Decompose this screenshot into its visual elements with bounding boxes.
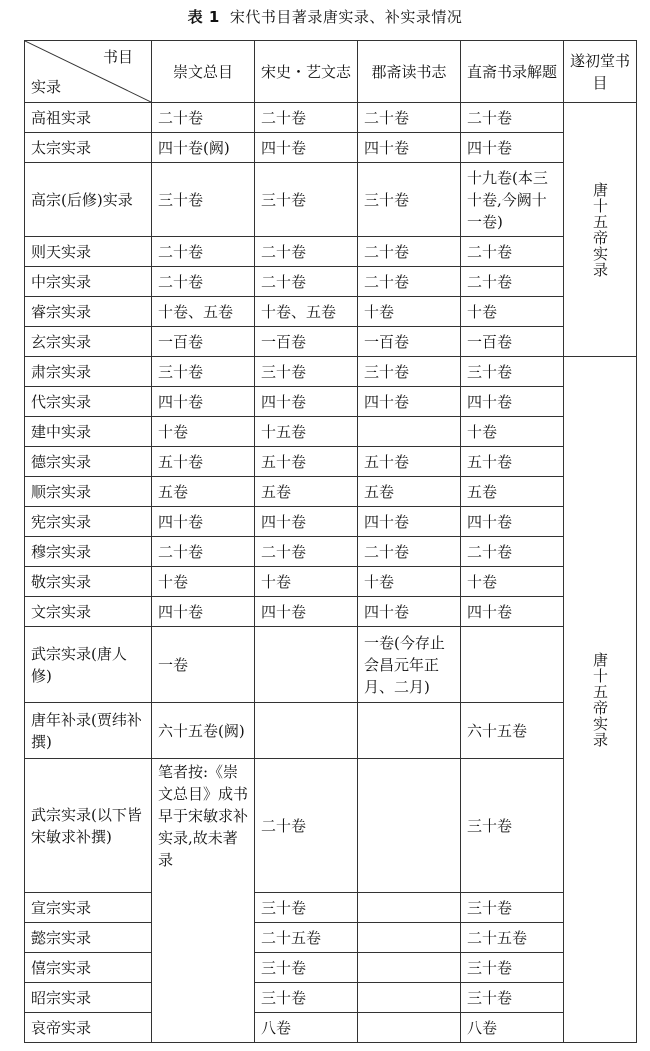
- cell-junzhai: 二十卷: [358, 237, 461, 267]
- cell-junzhai: [358, 1013, 461, 1043]
- cell-junzhai: 四十卷: [358, 133, 461, 163]
- cell-zhizhai: 四十卷: [461, 133, 564, 163]
- table-row: [25, 477, 637, 507]
- cell-chongwen: 五十卷: [152, 447, 255, 477]
- cell-zhizhai: 一百卷: [461, 327, 564, 357]
- cell-junzhai: [358, 923, 461, 953]
- cell-zhizhai: 四十卷: [461, 507, 564, 537]
- cell-zhizhai: 二十卷: [461, 237, 564, 267]
- cell-junzhai: 二十卷: [358, 537, 461, 567]
- cell-junzhai: 一百卷: [358, 327, 461, 357]
- cell-zhizhai: 十卷: [461, 297, 564, 327]
- cell-chongwen: 三十卷: [152, 357, 255, 387]
- table-row: [25, 297, 637, 327]
- cell-chongwen: 四十卷(阙): [152, 133, 255, 163]
- table-row: [25, 327, 637, 357]
- table-row: [25, 893, 637, 923]
- table-row: [25, 953, 637, 983]
- group-cell-second: [564, 357, 637, 1043]
- header-row: [25, 41, 637, 103]
- cell-chongwen: 十卷、五卷: [152, 297, 255, 327]
- table-row: [25, 507, 637, 537]
- table-caption: [0, 6, 650, 27]
- table-row: [25, 597, 637, 627]
- record-name: 昭宗实录: [25, 983, 152, 1013]
- cell-zhizhai: 四十卷: [461, 597, 564, 627]
- cell-junzhai: [358, 983, 461, 1013]
- cell-songshi: 三十卷: [255, 953, 358, 983]
- table-row: [25, 759, 637, 893]
- table-row: [25, 163, 637, 237]
- cell-junzhai: 四十卷: [358, 387, 461, 417]
- record-name: 宣宗实录: [25, 893, 152, 923]
- group-label: 唐十五帝实录: [591, 651, 609, 748]
- cell-songshi: 三十卷: [255, 357, 358, 387]
- cell-songshi: 二十卷: [255, 103, 358, 133]
- cell-junzhai: [358, 703, 461, 759]
- cell-junzhai: 四十卷: [358, 597, 461, 627]
- table-row: [25, 1013, 637, 1043]
- record-name: 中宗实录: [25, 267, 152, 297]
- table-row: [25, 567, 637, 597]
- record-name: 宪宗实录: [25, 507, 152, 537]
- cell-songshi: 十卷、五卷: [255, 297, 358, 327]
- table-row: [25, 387, 637, 417]
- cell-junzhai: 五卷: [358, 477, 461, 507]
- cell-songshi: 十卷: [255, 567, 358, 597]
- cell-songshi: 十五卷: [255, 417, 358, 447]
- cell-zhizhai: 三十卷: [461, 953, 564, 983]
- cell-songshi: 四十卷: [255, 133, 358, 163]
- table-row: [25, 627, 637, 703]
- note-cell: 笔者按:《崇文总目》成书早于宋敏求补实录,故未著录: [152, 759, 255, 1043]
- cell-songshi: 二十卷: [255, 759, 358, 893]
- record-name: 德宗实录: [25, 447, 152, 477]
- cell-zhizhai: 十卷: [461, 417, 564, 447]
- cell-junzhai: 三十卷: [358, 357, 461, 387]
- record-name: 肃宗实录: [25, 357, 152, 387]
- table-row: [25, 267, 637, 297]
- table-number: 表 1: [187, 8, 220, 26]
- record-name: 僖宗实录: [25, 953, 152, 983]
- cell-songshi: 四十卷: [255, 597, 358, 627]
- record-name: 太宗实录: [25, 133, 152, 163]
- cell-junzhai: 十卷: [358, 297, 461, 327]
- cell-songshi: 三十卷: [255, 893, 358, 923]
- cell-zhizhai: 三十卷: [461, 893, 564, 923]
- cell-chongwen: 四十卷: [152, 387, 255, 417]
- table-row: [25, 923, 637, 953]
- cell-songshi: 三十卷: [255, 983, 358, 1013]
- col-header-songshi: 宋史・艺文志: [255, 41, 358, 103]
- cell-chongwen: 六十五卷(阙): [152, 703, 255, 759]
- cell-songshi: [255, 703, 358, 759]
- cell-chongwen: 二十卷: [152, 267, 255, 297]
- record-name: 睿宗实录: [25, 297, 152, 327]
- cell-songshi: 一百卷: [255, 327, 358, 357]
- cell-zhizhai: 三十卷: [461, 983, 564, 1013]
- table-row: [25, 103, 637, 133]
- record-name: 武宗实录(以下皆宋敏求补撰): [25, 759, 152, 893]
- cell-chongwen: 四十卷: [152, 597, 255, 627]
- cell-chongwen: 二十卷: [152, 537, 255, 567]
- table-row: [25, 703, 637, 759]
- cell-chongwen: 十卷: [152, 417, 255, 447]
- record-name: 则天实录: [25, 237, 152, 267]
- cell-zhizhai: 三十卷: [461, 357, 564, 387]
- cell-junzhai: 三十卷: [358, 163, 461, 237]
- cell-songshi: 四十卷: [255, 507, 358, 537]
- cell-zhizhai: 二十卷: [461, 267, 564, 297]
- record-name: 唐年补录(贾纬补撰): [25, 703, 152, 759]
- cell-songshi: [255, 627, 358, 703]
- record-name: 顺宗实录: [25, 477, 152, 507]
- col-header-chongwen: 崇文总目: [152, 41, 255, 103]
- cell-chongwen: 四十卷: [152, 507, 255, 537]
- cell-songshi: 三十卷: [255, 163, 358, 237]
- record-name: 敬宗实录: [25, 567, 152, 597]
- cell-junzhai: [358, 893, 461, 923]
- record-name: 穆宗实录: [25, 537, 152, 567]
- record-name: 代宗实录: [25, 387, 152, 417]
- cell-junzhai: 二十卷: [358, 103, 461, 133]
- cell-chongwen: 二十卷: [152, 103, 255, 133]
- corner-cell: [25, 41, 152, 103]
- corner-label-records: 实录: [31, 78, 62, 96]
- cell-junzhai: 十卷: [358, 567, 461, 597]
- cell-songshi: 二十五卷: [255, 923, 358, 953]
- col-header-zhizhai: 直斋书录解题: [461, 41, 564, 103]
- table-row: [25, 357, 637, 387]
- cell-zhizhai: 五卷: [461, 477, 564, 507]
- cell-chongwen: 十卷: [152, 567, 255, 597]
- cell-songshi: 二十卷: [255, 237, 358, 267]
- cell-chongwen: 五卷: [152, 477, 255, 507]
- cell-junzhai: 四十卷: [358, 507, 461, 537]
- cell-songshi: 八卷: [255, 1013, 358, 1043]
- cell-chongwen: 一百卷: [152, 327, 255, 357]
- cell-zhizhai: [461, 627, 564, 703]
- record-name: 武宗实录(唐人修): [25, 627, 152, 703]
- record-name: 文宗实录: [25, 597, 152, 627]
- cell-zhizhai: 十卷: [461, 567, 564, 597]
- table-title: 宋代书目著录唐实录、补实录情况: [229, 8, 463, 26]
- cell-zhizhai: 二十卷: [461, 103, 564, 133]
- cell-songshi: 五卷: [255, 477, 358, 507]
- cell-zhizhai: 三十卷: [461, 759, 564, 893]
- cell-junzhai: [358, 953, 461, 983]
- record-name: 懿宗实录: [25, 923, 152, 953]
- record-name: 高祖实录: [25, 103, 152, 133]
- table-row: [25, 447, 637, 477]
- cell-zhizhai: 四十卷: [461, 387, 564, 417]
- cell-zhizhai: 八卷: [461, 1013, 564, 1043]
- cell-junzhai: 五十卷: [358, 447, 461, 477]
- table-row: [25, 133, 637, 163]
- cell-junzhai: 一卷(今存止会昌元年正月、二月): [358, 627, 461, 703]
- cell-songshi: 四十卷: [255, 387, 358, 417]
- cell-zhizhai: 二十卷: [461, 537, 564, 567]
- cell-zhizhai: 十九卷(本三十卷,今阙十一卷): [461, 163, 564, 237]
- record-name: 高宗(后修)实录: [25, 163, 152, 237]
- col-header-junzhai: 郡斋读书志: [358, 41, 461, 103]
- group-cell-first: [564, 103, 637, 357]
- record-name: 建中实录: [25, 417, 152, 447]
- cell-zhizhai: 二十五卷: [461, 923, 564, 953]
- records-table: [24, 40, 637, 1043]
- table-row: [25, 537, 637, 567]
- cell-chongwen: 二十卷: [152, 237, 255, 267]
- cell-zhizhai: 六十五卷: [461, 703, 564, 759]
- cell-chongwen: 三十卷: [152, 163, 255, 237]
- table-row: [25, 417, 637, 447]
- cell-junzhai: [358, 417, 461, 447]
- corner-label-books: 书目: [102, 48, 133, 66]
- cell-songshi: 二十卷: [255, 267, 358, 297]
- record-name: 玄宗实录: [25, 327, 152, 357]
- col-header-suichutang: 遂初堂书目: [564, 41, 637, 103]
- table-row: [25, 237, 637, 267]
- group-label: 唐十五帝实录: [591, 181, 609, 278]
- record-name: 哀帝实录: [25, 1013, 152, 1043]
- cell-zhizhai: 五十卷: [461, 447, 564, 477]
- cell-junzhai: 二十卷: [358, 267, 461, 297]
- table-row: [25, 983, 637, 1013]
- cell-chongwen: 一卷: [152, 627, 255, 703]
- cell-junzhai: [358, 759, 461, 893]
- cell-songshi: 五十卷: [255, 447, 358, 477]
- cell-songshi: 二十卷: [255, 537, 358, 567]
